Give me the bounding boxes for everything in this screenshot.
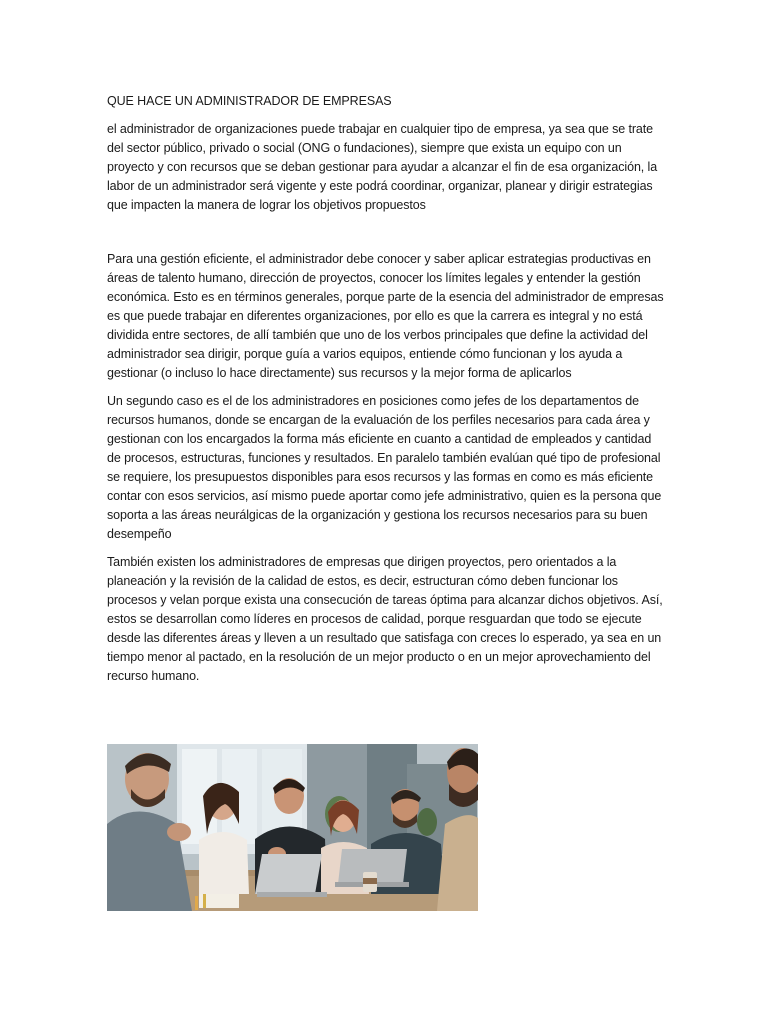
document-body bbox=[107, 92, 667, 695]
document-title: QUE HACE UN ADMINISTRADOR DE EMPRESAS bbox=[107, 94, 392, 108]
team-meeting-photo bbox=[107, 744, 478, 911]
paragraph-recursos-humanos: Un segundo caso es el de los administradores en posiciones como jefes de los departamentos de recursos humanos, donde se encargan de la evaluación de los perfiles necesarios para cada área y gestionan con los encargados la forma más eficiente en cuanto a cantidad de empleados y cantidad de procesos, estructuras, funciones y resultados. En paralelo también evalúan qué tipo de profesional se requiere, los presupuestos disponibles para esos recursos y las formas en como es más eficiente contar con esos servicios, así mismo puede aportar como jefe administrativo, quien es la persona que soporta a las áreas neurálgicas de la organización y gestiona los recursos necesarios para su buen desempeño bbox=[107, 394, 662, 541]
paragraph-intro: el administrador de organizaciones puede trabajar en cualquier tipo de empresa, ya sea que se trate del sector público, privado o social (ONG o fundaciones), siempre que exista un equipo con un proyecto y con recursos que se deban gestionar para ayudar a alcanzar el fin de esa organización, la labor de un administrador será vigente y este podrá coordinar, organizar, planear y dirigir estrategias que impacten la manera de lograr los objetivos propuestos bbox=[107, 122, 658, 212]
paragraph-proyectos: También existen los administradores de empresas que dirigen proyectos, pero orientados a la planeación y la revisión de la calidad de estos, es decir, estructuran cómo deben funcionar los procesos y velan porque exista una consecución de tareas óptima para alcanzar dichos objetivos. Así, estos se desarrollan como líderes en procesos de calidad, porque resguardan que todo se ejecute desde las diferentes áreas y lleven a un resultado que satisfaga con creces lo esperado, ya sea en un tiempo menor al pactado, en la resolución de un mejor producto o en un mejor aprovechamiento del recurso humano. bbox=[107, 555, 663, 683]
paragraph-gestion: Para una gestión eficiente, el administrador debe conocer y saber aplicar estrategias productivas en áreas de talento humano, dirección de proyectos, conocer los límites legales y entender la gestión económica. Esto es en términos generales, porque parte de la esencia del administrador de empresas es que puede trabajar en diferentes organizaciones, por ello es que la carrera es integral y no está dividida entre sectores, de allí también que uno de los verbos principales que define la actividad del administrador sea dirigir, porque guía a varios equipos, entiende cómo funcionan y los ayuda a gestionar (o incluso lo hace directamente) sus recursos y la mejor forma de aplicarlos bbox=[107, 252, 664, 380]
